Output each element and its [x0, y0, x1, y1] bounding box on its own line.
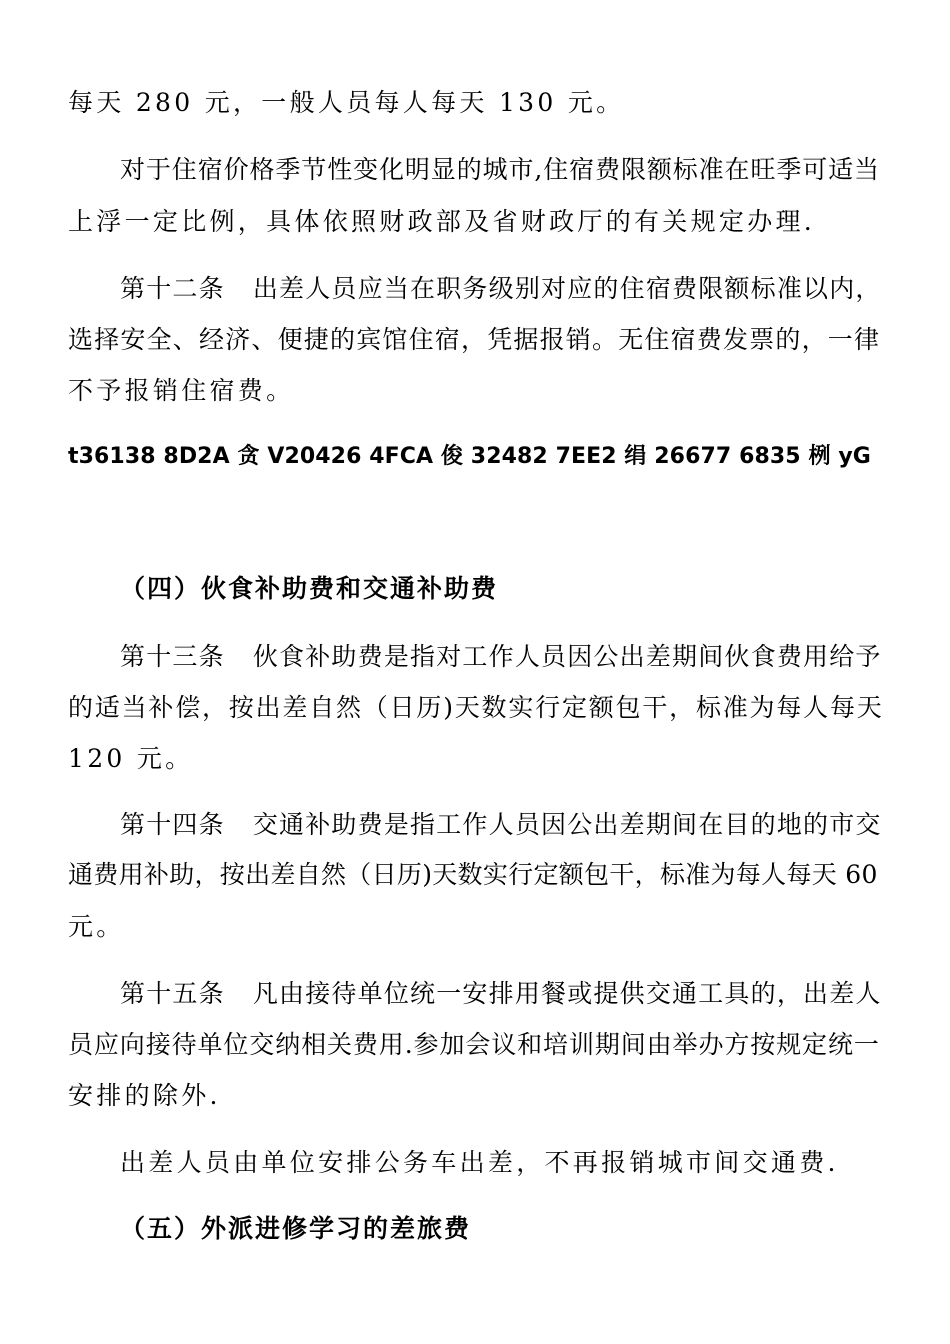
article-label: 第十三条 [120, 642, 225, 671]
paragraph-line: 的适当补偿，按出差自然（日历)天数实行定额包干，标准为每人每天 [68, 693, 884, 722]
paragraph-line: 对于住宿价格季节性变化明显的城市,住宿费限额标准在旺季可适当 [120, 155, 880, 184]
article-text: 出差人员应当在职务级别对应的住宿费限额标准以内， [252, 274, 882, 303]
article-13-first-line [120, 640, 883, 674]
paragraph-line: 通费用补助，按出差自然（日历)天数实行定额包干，标准为每人每天 60 [68, 860, 878, 889]
article-label: 第十四条 [120, 810, 225, 839]
section-heading-4: （四）伙食补助费和交通补助费 [120, 574, 499, 603]
article-label: 第十二条 [120, 274, 225, 303]
paragraph-line: 元。 [68, 912, 125, 941]
section-heading-5: （五）外派进修学习的差旅费 [120, 1214, 472, 1243]
article-12-first-line [120, 272, 883, 306]
article-text: 伙食补助费是指对工作人员因公出差期间伙食费用给予 [252, 642, 882, 671]
article-text: 凡由接待单位统一安排用餐或提供交通工具的，出差人 [252, 979, 882, 1008]
paragraph-line: 每天 280 元，一般人员每人每天 130 元。 [68, 88, 625, 117]
paragraph-line: 员应向接待单位交纳相关费用.参加会议和培训期间由举办方按规定统一 [68, 1030, 880, 1059]
paragraph-line: 不予报销住宿费。 [68, 376, 295, 405]
article-label: 第十五条 [120, 979, 225, 1008]
paragraph-line: 120 元。 [68, 744, 194, 773]
paragraph-line: 出差人员由单位安排公务车出差，不再报销城市间交通费. [120, 1148, 839, 1177]
article-15-first-line [120, 977, 883, 1011]
paragraph-line: 选择安全、经济、便捷的宾馆住宿，凭据报销。无住宿费发票的，一律 [68, 325, 881, 354]
article-14-first-line [120, 808, 883, 842]
code-string-line: t36138 8D2A 贪 V20426 4FCA 俊 32482 7EE2 绢 26677 6835 栵 yG [68, 444, 871, 469]
paragraph-line: 上浮一定比例，具体依照财政部及省财政厅的有关规定办理. [68, 207, 816, 236]
paragraph-line: 安排的除外. [68, 1081, 221, 1110]
article-text: 交通补助费是指工作人员因公出差期间在目的地的市交 [252, 810, 882, 839]
